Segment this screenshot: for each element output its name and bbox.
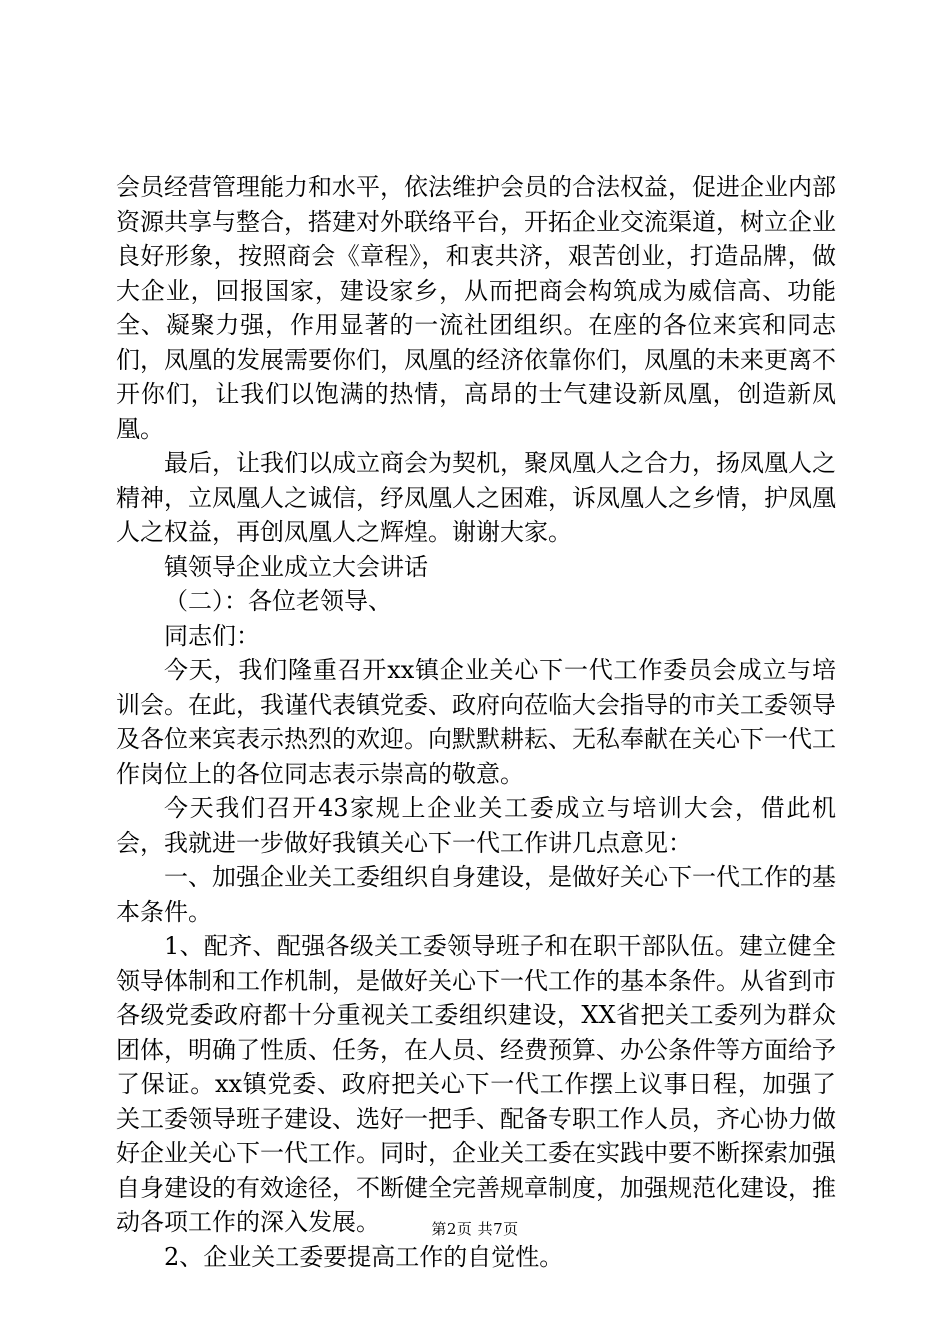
body-text [116,170,836,1274]
paragraph-opening: 今天，我们隆重召开xx镇企业关心下一代工作委员会成立与培训会。在此，我谨代表镇党委、政府向莅临大会指导的市关工委领导及各位来宾表示热烈的欢迎。向默默耕耘、无私奉献在关心下一代工作岗位上的各位同志表示崇高的敬意。 [116,656,836,788]
salutation-line-2: 同志们： [164,621,260,650]
paragraph-subpoint-2: 2、企业关工委要提高工作的自觉性。 [164,1242,564,1271]
section-title: 镇领导企业成立大会讲话 [164,552,428,581]
page-number-footer: 第2页 共7页 [431,1220,519,1238]
paragraph-closing: 最后，让我们以成立商会为契机，聚凤凰人之合力，扬凤凰人之精神，立凤凰人之诚信，纾凤凰人之困难，诉凤凰人之乡情，护凤凰人之权益，再创凤凰人之辉煌。谢谢大家。 [116,449,836,546]
paragraph-subpoint-1: 1、配齐、配强各级关工委领导班子和在职干部队伍。建立健全领导体制和工作机制，是做好关心下一代工作的基本条件。从省到市各级党委政府都十分重视关工委组织建设，XX省把关工委列为群众团体，明确了性质、任务，在人员、经费预算、办公条件等方面给予了保证。xx镇党委、政府把关心下一代工作摆上议事日程，加强了关工委领导班子建设、选好一把手、配备专职工作人员，齐心协力做好企业关心下一代工作。同时，企业关工委在实践中要不断探索加强自身建设的有效途径，不断健全完善规章制度，加强规范化建设，推动各项工作的深入发展。 [116,932,836,1236]
paragraph-intro: 今天我们召开43家规上企业关工委成立与培训大会，借此机会，我就进一步做好我镇关心下一代工作讲几点意见： [116,794,836,857]
paragraph-continuation: 会员经营管理能力和水平，依法维护会员的合法权益，促进企业内部资源共享与整合，搭建对外联络平台，开拓企业交流渠道，树立企业良好形象，按照商会《章程》，和衷共济，艰苦创业，打造品牌，做大企业，回报国家，建设家乡，从而把商会构筑成为威信高、功能全、凝聚力强，作用显著的一流社团组织。在座的各位来宾和同志们，凤凰的发展需要你们，凤凰的经济依靠你们，凤凰的未来更离不开你们，让我们以饱满的热情，高昂的士气建设新凤凰，创造新凤凰。 [116,173,836,443]
salutation-line-1: （二）：各位老领导、 [164,587,392,615]
paragraph-point-1: 一、加强企业关工委组织自身建设，是做好关心下一代工作的基本条件。 [116,863,836,926]
